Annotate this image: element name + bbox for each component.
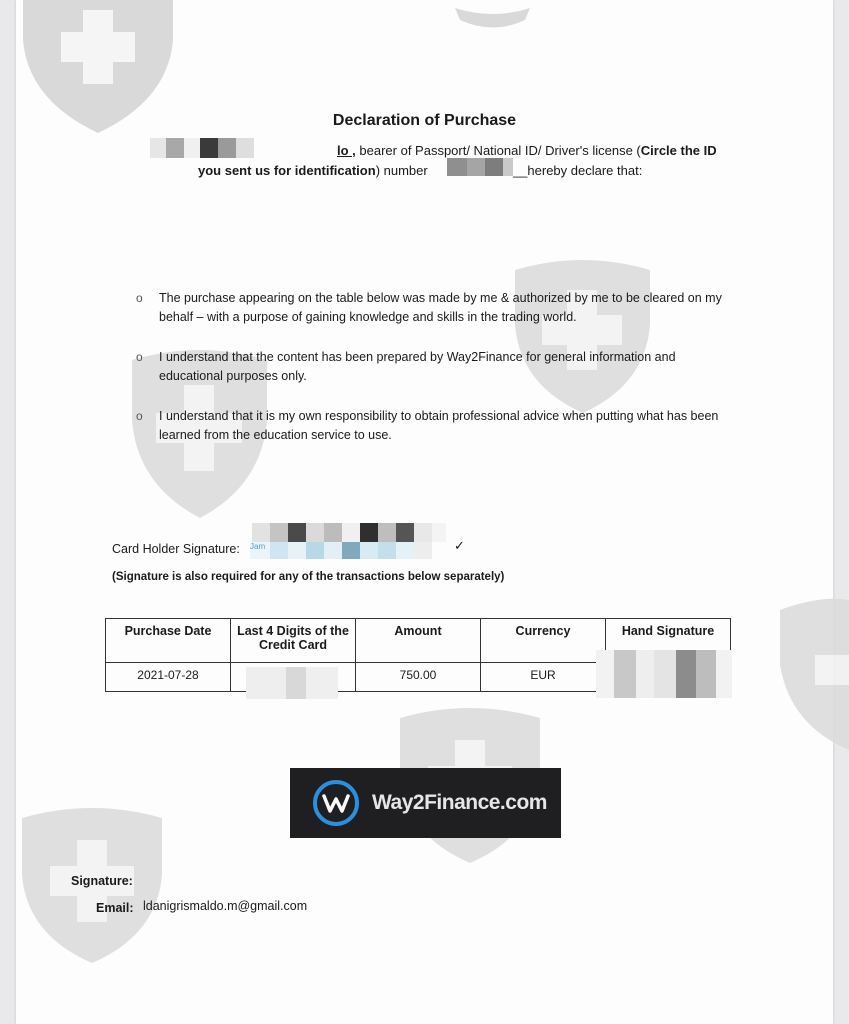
cell-currency: EUR — [481, 663, 606, 692]
watermark-shield-icon — [455, 0, 530, 30]
declaration-line-2 — [198, 163, 642, 178]
name-fragment: lo , — [337, 143, 356, 158]
bullet-icon: o — [136, 409, 143, 423]
header-last-4-digits: Last 4 Digits of the Credit Card — [231, 619, 356, 663]
header-hand-signature: Hand Signature — [606, 619, 731, 663]
email-value: ldanigrismaldo.m@gmail.com — [143, 899, 308, 913]
line2-bold: you sent us for identification — [198, 163, 376, 178]
line1-bold: Circle the ID — [640, 143, 717, 158]
bullet-text: I understand that it is my own responsibility to obtain professional advice when putting what has been learned from the education service to use. — [159, 409, 719, 442]
signature-fragment: Jam — [250, 542, 270, 559]
bullet-icon: o — [136, 291, 143, 305]
line2-text: ) number — [375, 163, 428, 178]
card-holder-signature-label: Card Holder Signature: — [112, 542, 240, 556]
cell-purchase-date: 2021-07-28 — [106, 663, 231, 692]
redacted-hand-signature — [596, 650, 732, 698]
check-icon: ✓ — [454, 538, 465, 553]
watermark-shield-icon — [770, 595, 849, 755]
bullet-text: The purchase appearing on the table below was made by me & authorized by me to be cleared on my behalf – with a purpose of gaining knowledge and skills in the trading world. — [159, 291, 722, 324]
signature-note: (Signature is also required for any of the transactions below separately) — [112, 571, 505, 583]
bullet-text: I understand that the content has been prepared by Way2Finance for general information and educational purposes only. — [159, 350, 676, 383]
redacted-id-number — [447, 158, 513, 176]
email-label: Email: — [96, 901, 134, 915]
signature-label: Signature: — [71, 874, 133, 888]
redacted-signature-line — [250, 542, 432, 559]
logo-text: Way2Finance.com — [372, 791, 547, 814]
header-amount: Amount — [356, 619, 481, 663]
bullet-icon: o — [136, 350, 143, 364]
redacted-signature — [252, 523, 446, 542]
w-circle-icon — [310, 777, 362, 829]
line1-text: bearer of Passport/ National ID/ Driver's license ( — [355, 143, 641, 158]
declaration-line-1 — [337, 143, 717, 158]
way2finance-logo — [290, 768, 561, 838]
page-title: Declaration of Purchase — [332, 112, 517, 129]
header-currency: Currency — [481, 619, 606, 663]
line2-end: __hereby declare that: — [512, 163, 643, 178]
redacted-name — [150, 138, 254, 158]
redacted-card-digits — [246, 667, 338, 699]
cell-amount: 750.00 — [356, 663, 481, 692]
watermark-shield-icon — [505, 255, 660, 415]
header-purchase-date: Purchase Date — [106, 619, 231, 663]
